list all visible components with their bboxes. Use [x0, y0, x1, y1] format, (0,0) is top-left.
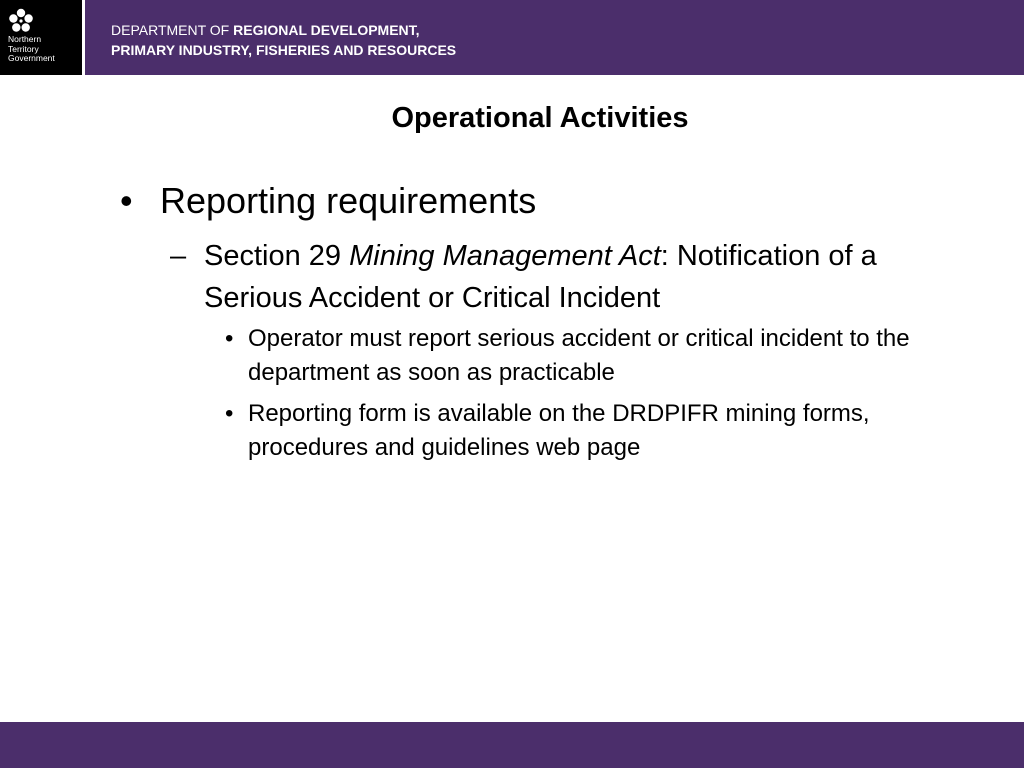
bullet-text: Reporting form is available on the DRDPIFR mining forms, procedures and guidelines web page: [248, 400, 870, 461]
logo-divider: [82, 0, 85, 75]
nt-government-logo: [0, 0, 82, 75]
department-line-1: [111, 20, 456, 40]
bullet-text: Operator must report serious accident or critical incident to the department as soon as practicable: [248, 325, 910, 386]
bullet-marker: •: [225, 325, 234, 352]
logo-text: [8, 35, 55, 64]
bullet-text: Reporting requirements: [160, 180, 537, 221]
department-name: [111, 20, 456, 60]
footer-banner: [0, 722, 1024, 768]
bullet-text: [204, 235, 964, 319]
notification-text: : Notification of a Serious Accident or Critical Incident: [204, 240, 877, 314]
flower-icon: [8, 8, 34, 34]
department-prefix: DEPARTMENT OF: [111, 22, 234, 38]
act-name: Mining Management Act: [349, 240, 661, 272]
department-name-bold: REGIONAL DEVELOPMENT,: [233, 22, 420, 38]
header-banner: [0, 0, 1024, 75]
dash-marker: –: [170, 240, 187, 272]
logo-line: Government: [8, 53, 55, 63]
section-prefix: Section 29: [204, 240, 350, 272]
slide-title: Operational Activities: [391, 102, 689, 134]
bullet-marker: •: [225, 400, 234, 427]
bullet-marker: •: [120, 180, 133, 221]
department-line-2: PRIMARY INDUSTRY, FISHERIES AND RESOURCES: [111, 42, 457, 58]
logo-line: Territory: [8, 43, 39, 54]
logo-line: Northern: [8, 34, 42, 44]
